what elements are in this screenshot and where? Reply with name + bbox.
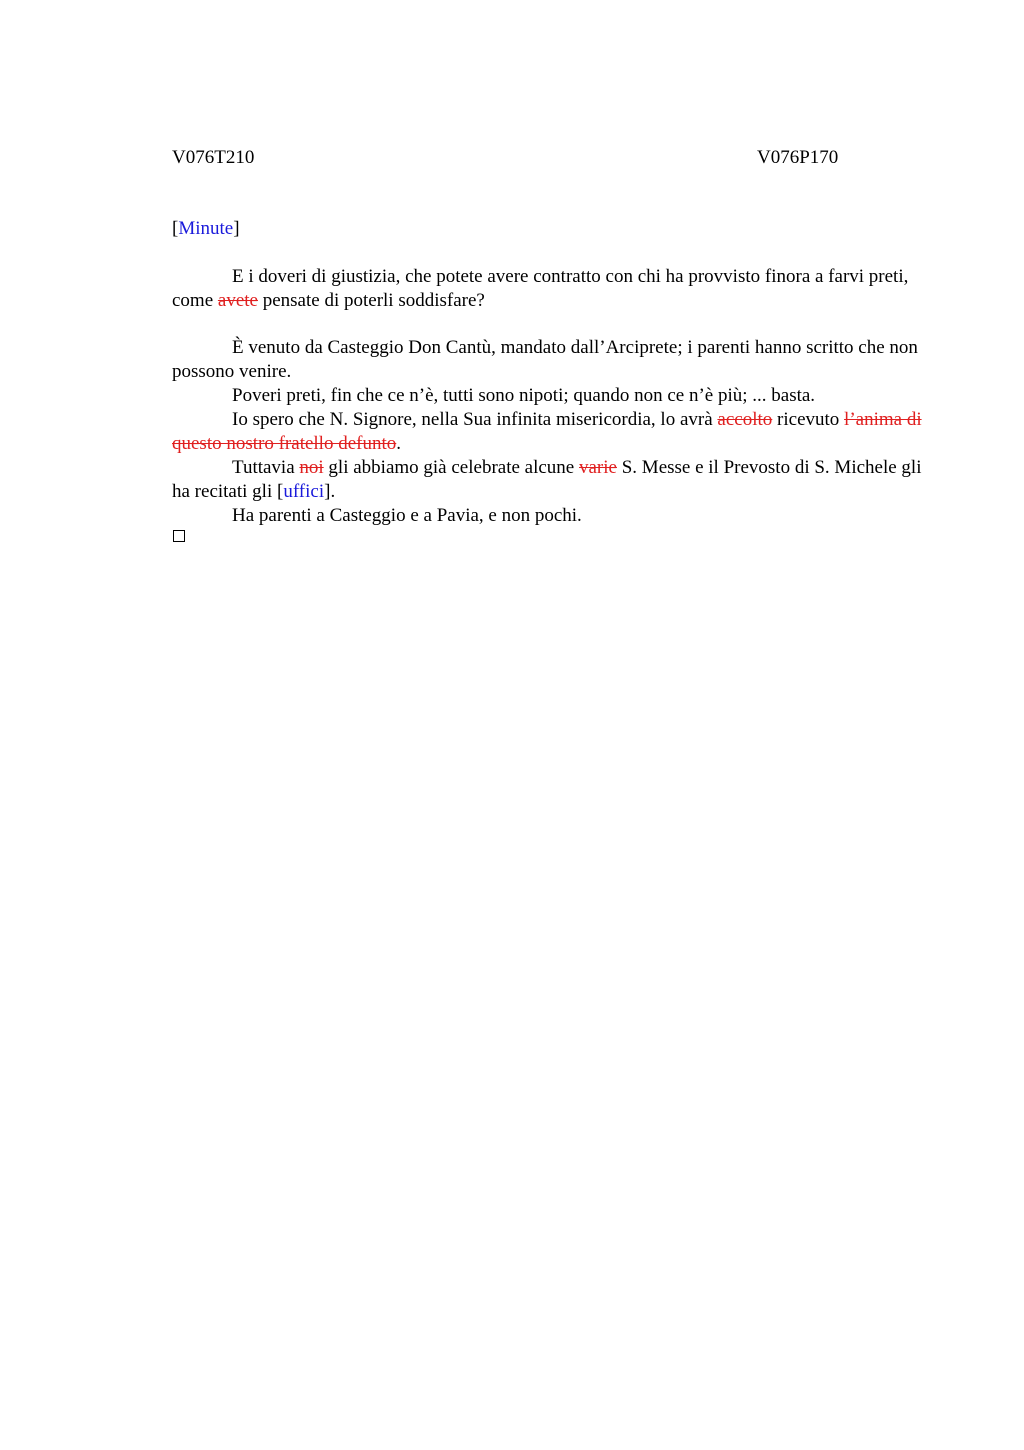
paragraph-4-deleted-2: l’anima di questo nostro fratello defunto bbox=[172, 409, 922, 454]
paragraph-5-text-c: S. Messe e il Prevosto di S. Michele gli ha recitati gli [ bbox=[172, 457, 922, 502]
paragraph-5-text-b: gli abbiamo già celebrate alcune bbox=[323, 457, 579, 478]
paragraph-4-text-a: Io spero che N. Signore, nella Sua infinita misericordia, lo avrà bbox=[232, 409, 718, 430]
document-code-left: V076T210 bbox=[172, 147, 255, 168]
paragraph-6 bbox=[172, 504, 924, 528]
paragraph-5-deleted-2: varie bbox=[579, 457, 617, 478]
paragraph-3 bbox=[172, 384, 924, 408]
paragraph-5-editorial-1: uffici bbox=[283, 481, 325, 502]
paragraph-1-deleted-1: avete bbox=[217, 290, 258, 311]
end-marker-square-icon bbox=[173, 530, 185, 542]
paragraph-4-text-b: ricevuto bbox=[772, 409, 845, 430]
text-block-2 bbox=[172, 336, 924, 528]
paragraph-5-text-d: ]. bbox=[324, 481, 336, 502]
paragraph-6-text-a: Ha parenti a Casteggio e a Pavia, e non pochi. bbox=[232, 505, 582, 526]
document-code-right: V076P170 bbox=[757, 147, 839, 168]
section-tag bbox=[172, 217, 240, 241]
tag-close-bracket: ] bbox=[233, 218, 240, 239]
text-block-1 bbox=[172, 265, 924, 313]
paragraph-2 bbox=[172, 336, 924, 384]
paragraph-4 bbox=[172, 408, 924, 456]
tag-open-bracket: [ bbox=[172, 218, 179, 239]
paragraph-2-text-a: È venuto da Casteggio Don Cantù, mandato dall’Arciprete; i parenti hanno scritto che non possono venire. bbox=[172, 337, 918, 382]
paragraph-5-text-a: Tuttavia bbox=[232, 457, 300, 478]
tag-label: Minute bbox=[178, 218, 234, 239]
paragraph-5-deleted-1: noi bbox=[299, 457, 324, 478]
paragraph-4-text-c: . bbox=[396, 433, 402, 454]
paragraph-1-text-a: E i doveri di giustizia, che potete avere contratto con chi ha provvisto finora a farvi preti, come bbox=[172, 266, 909, 311]
paragraph-1 bbox=[172, 265, 924, 313]
paragraph-5 bbox=[172, 456, 924, 504]
paragraph-3-text-a: Poveri preti, fin che ce n’è, tutti sono nipoti; quando non ce n’è più; ... basta. bbox=[232, 385, 816, 406]
paragraph-1-text-b: pensate di poterli soddisfare? bbox=[257, 290, 485, 311]
paragraph-4-deleted-1: accolto bbox=[717, 409, 773, 430]
